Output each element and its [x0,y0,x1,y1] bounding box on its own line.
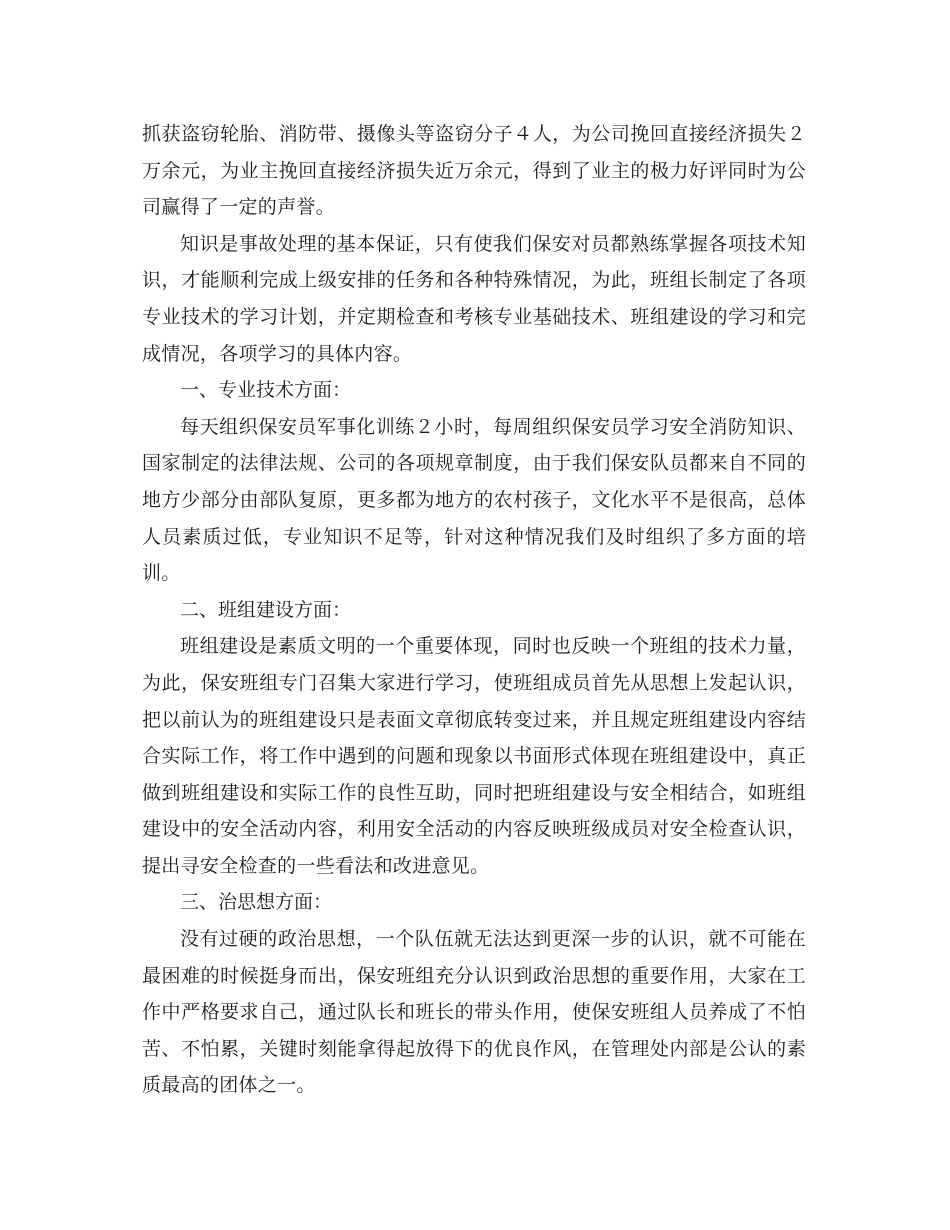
section-heading-team-building: 二、班组建设方面： [180,598,352,621]
paragraph-results: 抓获盗窃轮胎、消防带、摄像头等盗窃分子４人，为公司挽回直接经济损失２万余元，为业主挽回直接经济损失近万余元，得到了业主的极力好评同时为公司赢得了一定的声誉。 [142,123,806,219]
section-heading-political-thought: 三、治思想方面： [180,891,333,914]
paragraph-knowledge: 知识是事故处理的基本保证，只有使我们保安对员都熟练掌握各项技术知识，才能顺利完成上级安排的任务和各种特殊情况，为此，班组长制定了各项专业技术的学习计划，并定期检查和考核专业基础技术、班组建设的学习和完成情况，各项学习的具体内容。 [142,232,806,365]
section-heading-professional-skills: 一、专业技术方面： [180,379,352,402]
paragraph-team-building: 班组建设是素质文明的一个重要体现，同时也反映一个班组的技术力量，为此，保安班组专门召集大家进行学习，使班组成员首先从思想上发起认识，把以前认为的班组建设只是表面文章彻底转变过来，并且规定班组建设内容结合实际工作，将工作中遇到的问题和现象以书面形式体现在班组建设中，真正做到班组建设和实际工作的良性互助，同时把班组建设与安全相结合，如班组建设中的安全活动内容，利用安全活动的内容反映班级成员对安全检查认识，提出寻安全检查的一些看法和改进意见。 [142,635,806,877]
document-body [142,116,806,1104]
paragraph-professional-skills: 每天组织保安员军事化训练２小时，每周组织保安员学习安全消防知识、国家制定的法律法规、公司的各项规章制度，由于我们保安队员都来自不同的地方少部分由部队复原，更多都为地方的农村孩子，文化水平不是很高，总体人员素质过低，专业知识不足等，针对这种情况我们及时组织了多方面的培训。 [142,415,806,585]
paragraph-political-thought: 没有过硬的政治思想，一个队伍就无法达到更深一步的认识，就不可能在最困难的时候挺身而出，保安班组充分认识到政治思想的重要作用，大家在工作中严格要求自己，通过队长和班长的带头作用，使保安班组人员养成了不怕苦、不怕累，关键时刻能拿得起放得下的优良作风，在管理处内部是公认的素质最高的团体之一。 [142,928,806,1097]
